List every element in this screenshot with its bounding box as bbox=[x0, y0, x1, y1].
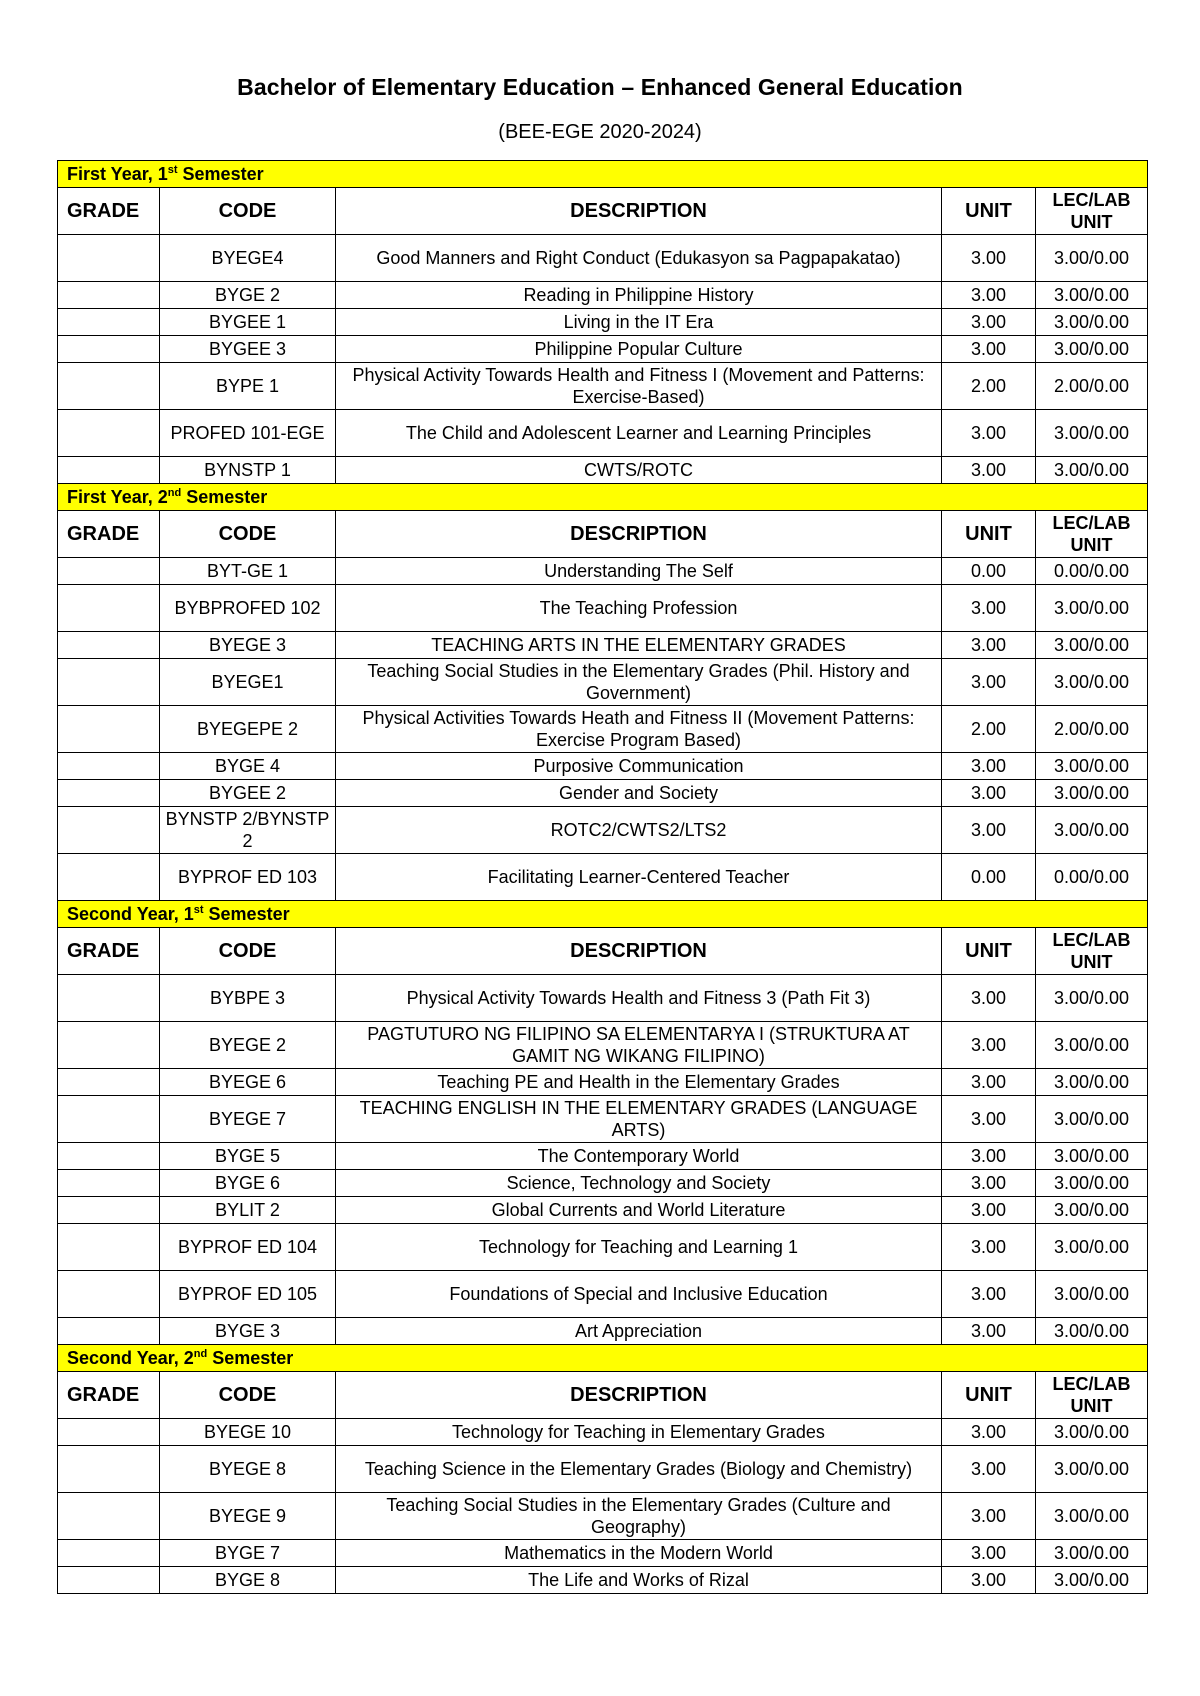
semester-header-row bbox=[58, 161, 1148, 188]
course-unit: 3.00 bbox=[942, 336, 1036, 363]
course-unit: 3.00 bbox=[942, 753, 1036, 780]
course-description: Technology for Teaching and Learning 1 bbox=[336, 1224, 942, 1271]
course-code: BYGEE 3 bbox=[160, 336, 336, 363]
header-unit: UNIT bbox=[942, 928, 1036, 975]
grade-cell bbox=[58, 1096, 160, 1143]
course-unit: 3.00 bbox=[942, 457, 1036, 484]
header-leclab-line1: LEC/LAB bbox=[1052, 190, 1131, 210]
course-leclab-unit: 3.00/0.00 bbox=[1036, 659, 1148, 706]
course-code: BYEGE1 bbox=[160, 659, 336, 706]
course-leclab-unit: 2.00/0.00 bbox=[1036, 706, 1148, 753]
course-leclab-unit: 3.00/0.00 bbox=[1036, 1197, 1148, 1224]
course-code: BYEGE 10 bbox=[160, 1419, 336, 1446]
grade-cell bbox=[58, 1493, 160, 1540]
header-grade: GRADE bbox=[58, 928, 160, 975]
header-leclab-unit bbox=[1036, 188, 1148, 235]
course-unit: 3.00 bbox=[942, 1419, 1036, 1446]
course-code: BYGEE 1 bbox=[160, 309, 336, 336]
header-leclab-line1: LEC/LAB bbox=[1052, 930, 1131, 950]
course-row bbox=[58, 1224, 1148, 1271]
course-leclab-unit: 3.00/0.00 bbox=[1036, 780, 1148, 807]
course-row bbox=[58, 1143, 1148, 1170]
document-subtitle: (BEE-EGE 2020-2024) bbox=[498, 121, 702, 143]
course-code: BYGE 7 bbox=[160, 1540, 336, 1567]
course-description: Understanding The Self bbox=[336, 558, 942, 585]
grade-cell bbox=[58, 363, 160, 410]
semester-ordinal-suffix: st bbox=[193, 904, 204, 916]
course-leclab-unit: 3.00/0.00 bbox=[1036, 336, 1148, 363]
grade-cell bbox=[58, 780, 160, 807]
course-description: Art Appreciation bbox=[336, 1318, 942, 1345]
course-description: Physical Activity Towards Health and Fitness 3 (Path Fit 3) bbox=[336, 975, 942, 1022]
course-unit: 3.00 bbox=[942, 659, 1036, 706]
course-unit: 3.00 bbox=[942, 235, 1036, 282]
course-row bbox=[58, 1446, 1148, 1493]
course-leclab-unit: 3.00/0.00 bbox=[1036, 1143, 1148, 1170]
course-code: BYT-GE 1 bbox=[160, 558, 336, 585]
course-row bbox=[58, 235, 1148, 282]
course-code: BYPROF ED 104 bbox=[160, 1224, 336, 1271]
curriculum-table bbox=[57, 160, 1148, 1594]
course-leclab-unit: 3.00/0.00 bbox=[1036, 1318, 1148, 1345]
header-grade: GRADE bbox=[58, 1372, 160, 1419]
grade-cell bbox=[58, 1567, 160, 1594]
grade-cell bbox=[58, 1143, 160, 1170]
semester-title bbox=[58, 484, 1148, 511]
header-leclab-unit bbox=[1036, 511, 1148, 558]
course-description: ROTC2/CWTS2/LTS2 bbox=[336, 807, 942, 854]
column-header-row bbox=[58, 511, 1148, 558]
header-code: CODE bbox=[160, 928, 336, 975]
grade-cell bbox=[58, 457, 160, 484]
grade-cell bbox=[58, 1318, 160, 1345]
semester-term: Semester bbox=[207, 1348, 294, 1368]
course-unit: 3.00 bbox=[942, 1271, 1036, 1318]
semester-title bbox=[58, 1345, 1148, 1372]
semester-year: First Year, 1 bbox=[67, 164, 168, 184]
course-leclab-unit: 3.00/0.00 bbox=[1036, 1022, 1148, 1069]
grade-cell bbox=[58, 1446, 160, 1493]
course-row bbox=[58, 1493, 1148, 1540]
course-leclab-unit: 3.00/0.00 bbox=[1036, 632, 1148, 659]
header-unit: UNIT bbox=[942, 188, 1036, 235]
grade-cell bbox=[58, 235, 160, 282]
semester-header-row bbox=[58, 484, 1148, 511]
course-description: Good Manners and Right Conduct (Edukasyon sa Pagpapakatao) bbox=[336, 235, 942, 282]
column-header-row bbox=[58, 928, 1148, 975]
course-unit: 3.00 bbox=[942, 1143, 1036, 1170]
course-unit: 3.00 bbox=[942, 1540, 1036, 1567]
course-code: BYEGEPE 2 bbox=[160, 706, 336, 753]
course-code: BYNSTP 2/BYNSTP 2 bbox=[160, 807, 336, 854]
grade-cell bbox=[58, 1170, 160, 1197]
grade-cell bbox=[58, 1069, 160, 1096]
course-code: BYGE 5 bbox=[160, 1143, 336, 1170]
header-description: DESCRIPTION bbox=[336, 511, 942, 558]
semester-title bbox=[58, 161, 1148, 188]
course-code: BYGE 3 bbox=[160, 1318, 336, 1345]
course-code: BYPE 1 bbox=[160, 363, 336, 410]
course-description: Foundations of Special and Inclusive Education bbox=[336, 1271, 942, 1318]
course-unit: 3.00 bbox=[942, 1493, 1036, 1540]
course-code: BYEGE 3 bbox=[160, 632, 336, 659]
semester-header-row bbox=[58, 901, 1148, 928]
course-row bbox=[58, 1022, 1148, 1069]
course-leclab-unit: 3.00/0.00 bbox=[1036, 1271, 1148, 1318]
course-description: CWTS/ROTC bbox=[336, 457, 942, 484]
course-leclab-unit: 3.00/0.00 bbox=[1036, 1069, 1148, 1096]
header-leclab-unit bbox=[1036, 928, 1148, 975]
course-description: Physical Activities Towards Heath and Fitness II (Movement Patterns: Exercise Program Based) bbox=[336, 706, 942, 753]
course-description: Purposive Communication bbox=[336, 753, 942, 780]
course-description: Teaching Science in the Elementary Grades (Biology and Chemistry) bbox=[336, 1446, 942, 1493]
semester-ordinal-suffix: nd bbox=[193, 1348, 208, 1360]
grade-cell bbox=[58, 309, 160, 336]
course-description: Gender and Society bbox=[336, 780, 942, 807]
course-description: Reading in Philippine History bbox=[336, 282, 942, 309]
course-code: BYEGE 8 bbox=[160, 1446, 336, 1493]
course-row bbox=[58, 659, 1148, 706]
course-description: The Teaching Profession bbox=[336, 585, 942, 632]
course-unit: 3.00 bbox=[942, 975, 1036, 1022]
course-leclab-unit: 3.00/0.00 bbox=[1036, 1170, 1148, 1197]
header-code: CODE bbox=[160, 1372, 336, 1419]
header-leclab-unit bbox=[1036, 1372, 1148, 1419]
course-code: PROFED 101-EGE bbox=[160, 410, 336, 457]
course-leclab-unit: 3.00/0.00 bbox=[1036, 975, 1148, 1022]
grade-cell bbox=[58, 558, 160, 585]
course-leclab-unit: 3.00/0.00 bbox=[1036, 807, 1148, 854]
grade-cell bbox=[58, 753, 160, 780]
course-leclab-unit: 3.00/0.00 bbox=[1036, 1493, 1148, 1540]
grade-cell bbox=[58, 1271, 160, 1318]
course-leclab-unit: 3.00/0.00 bbox=[1036, 1567, 1148, 1594]
course-row bbox=[58, 410, 1148, 457]
header-leclab-line2: UNIT bbox=[1070, 535, 1113, 555]
course-description: The Life and Works of Rizal bbox=[336, 1567, 942, 1594]
course-row bbox=[58, 1567, 1148, 1594]
course-row bbox=[58, 1069, 1148, 1096]
course-unit: 0.00 bbox=[942, 558, 1036, 585]
grade-cell bbox=[58, 659, 160, 706]
course-unit: 2.00 bbox=[942, 706, 1036, 753]
header-description: DESCRIPTION bbox=[336, 1372, 942, 1419]
course-unit: 3.00 bbox=[942, 1170, 1036, 1197]
course-row bbox=[58, 1170, 1148, 1197]
course-row bbox=[58, 753, 1148, 780]
course-description: Technology for Teaching in Elementary Grades bbox=[336, 1419, 942, 1446]
grade-cell bbox=[58, 282, 160, 309]
course-code: BYGE 2 bbox=[160, 282, 336, 309]
header-leclab-line1: LEC/LAB bbox=[1052, 1374, 1131, 1394]
course-row bbox=[58, 1540, 1148, 1567]
course-leclab-unit: 3.00/0.00 bbox=[1036, 1540, 1148, 1567]
course-code: BYNSTP 1 bbox=[160, 457, 336, 484]
course-description: The Contemporary World bbox=[336, 1143, 942, 1170]
header-leclab-line2: UNIT bbox=[1070, 212, 1113, 232]
course-row bbox=[58, 282, 1148, 309]
course-code: BYEGE 7 bbox=[160, 1096, 336, 1143]
course-unit: 3.00 bbox=[942, 780, 1036, 807]
course-row bbox=[58, 807, 1148, 854]
course-row bbox=[58, 457, 1148, 484]
course-unit: 3.00 bbox=[942, 282, 1036, 309]
course-unit: 3.00 bbox=[942, 1567, 1036, 1594]
grade-cell bbox=[58, 706, 160, 753]
course-code: BYEGE 2 bbox=[160, 1022, 336, 1069]
course-row bbox=[58, 780, 1148, 807]
course-leclab-unit: 3.00/0.00 bbox=[1036, 309, 1148, 336]
header-unit: UNIT bbox=[942, 1372, 1036, 1419]
course-leclab-unit: 3.00/0.00 bbox=[1036, 753, 1148, 780]
course-row bbox=[58, 1271, 1148, 1318]
course-description: Teaching Social Studies in the Elementary Grades (Phil. History and Government) bbox=[336, 659, 942, 706]
grade-cell bbox=[58, 854, 160, 901]
course-unit: 3.00 bbox=[942, 1096, 1036, 1143]
course-leclab-unit: 3.00/0.00 bbox=[1036, 457, 1148, 484]
course-leclab-unit: 3.00/0.00 bbox=[1036, 282, 1148, 309]
course-row bbox=[58, 1318, 1148, 1345]
course-code: BYEGE 9 bbox=[160, 1493, 336, 1540]
grade-cell bbox=[58, 585, 160, 632]
course-leclab-unit: 3.00/0.00 bbox=[1036, 1096, 1148, 1143]
grade-cell bbox=[58, 1197, 160, 1224]
course-row bbox=[58, 975, 1148, 1022]
course-unit: 2.00 bbox=[942, 363, 1036, 410]
course-leclab-unit: 3.00/0.00 bbox=[1036, 410, 1148, 457]
course-row bbox=[58, 585, 1148, 632]
course-leclab-unit: 3.00/0.00 bbox=[1036, 1224, 1148, 1271]
semester-ordinal-suffix: st bbox=[167, 164, 178, 176]
course-code: BYEGE 6 bbox=[160, 1069, 336, 1096]
course-description: Teaching Social Studies in the Elementary Grades (Culture and Geography) bbox=[336, 1493, 942, 1540]
grade-cell bbox=[58, 1419, 160, 1446]
grade-cell bbox=[58, 1224, 160, 1271]
semester-term: Semester bbox=[177, 164, 264, 184]
grade-cell bbox=[58, 632, 160, 659]
course-row bbox=[58, 1096, 1148, 1143]
course-leclab-unit: 3.00/0.00 bbox=[1036, 235, 1148, 282]
course-code: BYLIT 2 bbox=[160, 1197, 336, 1224]
column-header-row bbox=[58, 188, 1148, 235]
semester-title bbox=[58, 901, 1148, 928]
course-unit: 3.00 bbox=[942, 410, 1036, 457]
course-row bbox=[58, 632, 1148, 659]
course-unit: 3.00 bbox=[942, 1446, 1036, 1493]
grade-cell bbox=[58, 1540, 160, 1567]
header-leclab-line2: UNIT bbox=[1070, 1396, 1113, 1416]
course-description: Teaching PE and Health in the Elementary Grades bbox=[336, 1069, 942, 1096]
course-unit: 3.00 bbox=[942, 309, 1036, 336]
course-unit: 3.00 bbox=[942, 807, 1036, 854]
semester-year: Second Year, 1 bbox=[67, 904, 194, 924]
course-row bbox=[58, 706, 1148, 753]
course-leclab-unit: 0.00/0.00 bbox=[1036, 854, 1148, 901]
course-description: PAGTUTURO NG FILIPINO SA ELEMENTARYA I (STRUKTURA AT GAMIT NG WIKANG FILIPINO) bbox=[336, 1022, 942, 1069]
semester-term: Semester bbox=[203, 904, 290, 924]
course-row bbox=[58, 854, 1148, 901]
course-row bbox=[58, 363, 1148, 410]
header-grade: GRADE bbox=[58, 188, 160, 235]
header-description: DESCRIPTION bbox=[336, 928, 942, 975]
semester-header-row bbox=[58, 1345, 1148, 1372]
course-code: BYBPROFED 102 bbox=[160, 585, 336, 632]
course-code: BYGE 4 bbox=[160, 753, 336, 780]
header-grade: GRADE bbox=[58, 511, 160, 558]
course-leclab-unit: 2.00/0.00 bbox=[1036, 363, 1148, 410]
course-description: TEACHING ENGLISH IN THE ELEMENTARY GRADES (LANGUAGE ARTS) bbox=[336, 1096, 942, 1143]
course-unit: 3.00 bbox=[942, 632, 1036, 659]
course-code: BYBPE 3 bbox=[160, 975, 336, 1022]
course-code: BYEGE4 bbox=[160, 235, 336, 282]
course-description: TEACHING ARTS IN THE ELEMENTARY GRADES bbox=[336, 632, 942, 659]
course-row bbox=[58, 1419, 1148, 1446]
course-row bbox=[58, 336, 1148, 363]
header-code: CODE bbox=[160, 188, 336, 235]
course-description: Science, Technology and Society bbox=[336, 1170, 942, 1197]
course-leclab-unit: 3.00/0.00 bbox=[1036, 1419, 1148, 1446]
course-description: Philippine Popular Culture bbox=[336, 336, 942, 363]
course-description: Mathematics in the Modern World bbox=[336, 1540, 942, 1567]
course-leclab-unit: 3.00/0.00 bbox=[1036, 1446, 1148, 1493]
document-title: Bachelor of Elementary Education – Enhanced General Education bbox=[237, 74, 963, 100]
semester-year: Second Year, 2 bbox=[67, 1348, 194, 1368]
column-header-row bbox=[58, 1372, 1148, 1419]
grade-cell bbox=[58, 336, 160, 363]
course-row bbox=[58, 1197, 1148, 1224]
course-description: Global Currents and World Literature bbox=[336, 1197, 942, 1224]
course-description: Living in the IT Era bbox=[336, 309, 942, 336]
course-unit: 3.00 bbox=[942, 1069, 1036, 1096]
grade-cell bbox=[58, 410, 160, 457]
semester-ordinal-suffix: nd bbox=[167, 487, 182, 499]
course-row bbox=[58, 309, 1148, 336]
grade-cell bbox=[58, 975, 160, 1022]
grade-cell bbox=[58, 1022, 160, 1069]
course-unit: 3.00 bbox=[942, 1318, 1036, 1345]
course-description: Physical Activity Towards Health and Fitness I (Movement and Patterns: Exercise-Based) bbox=[336, 363, 942, 410]
course-code: BYGEE 2 bbox=[160, 780, 336, 807]
header-leclab-line1: LEC/LAB bbox=[1052, 513, 1131, 533]
course-unit: 3.00 bbox=[942, 585, 1036, 632]
course-row bbox=[58, 558, 1148, 585]
semester-year: First Year, 2 bbox=[67, 487, 168, 507]
course-unit: 3.00 bbox=[942, 1022, 1036, 1069]
course-code: BYPROF ED 103 bbox=[160, 854, 336, 901]
course-unit: 3.00 bbox=[942, 1197, 1036, 1224]
course-code: BYPROF ED 105 bbox=[160, 1271, 336, 1318]
course-unit: 3.00 bbox=[942, 1224, 1036, 1271]
course-leclab-unit: 0.00/0.00 bbox=[1036, 558, 1148, 585]
course-code: BYGE 8 bbox=[160, 1567, 336, 1594]
course-unit: 0.00 bbox=[942, 854, 1036, 901]
header-code: CODE bbox=[160, 511, 336, 558]
header-unit: UNIT bbox=[942, 511, 1036, 558]
course-code: BYGE 6 bbox=[160, 1170, 336, 1197]
semester-term: Semester bbox=[181, 487, 268, 507]
header-leclab-line2: UNIT bbox=[1070, 952, 1113, 972]
course-description: The Child and Adolescent Learner and Learning Principles bbox=[336, 410, 942, 457]
course-leclab-unit: 3.00/0.00 bbox=[1036, 585, 1148, 632]
grade-cell bbox=[58, 807, 160, 854]
header-description: DESCRIPTION bbox=[336, 188, 942, 235]
course-description: Facilitating Learner-Centered Teacher bbox=[336, 854, 942, 901]
